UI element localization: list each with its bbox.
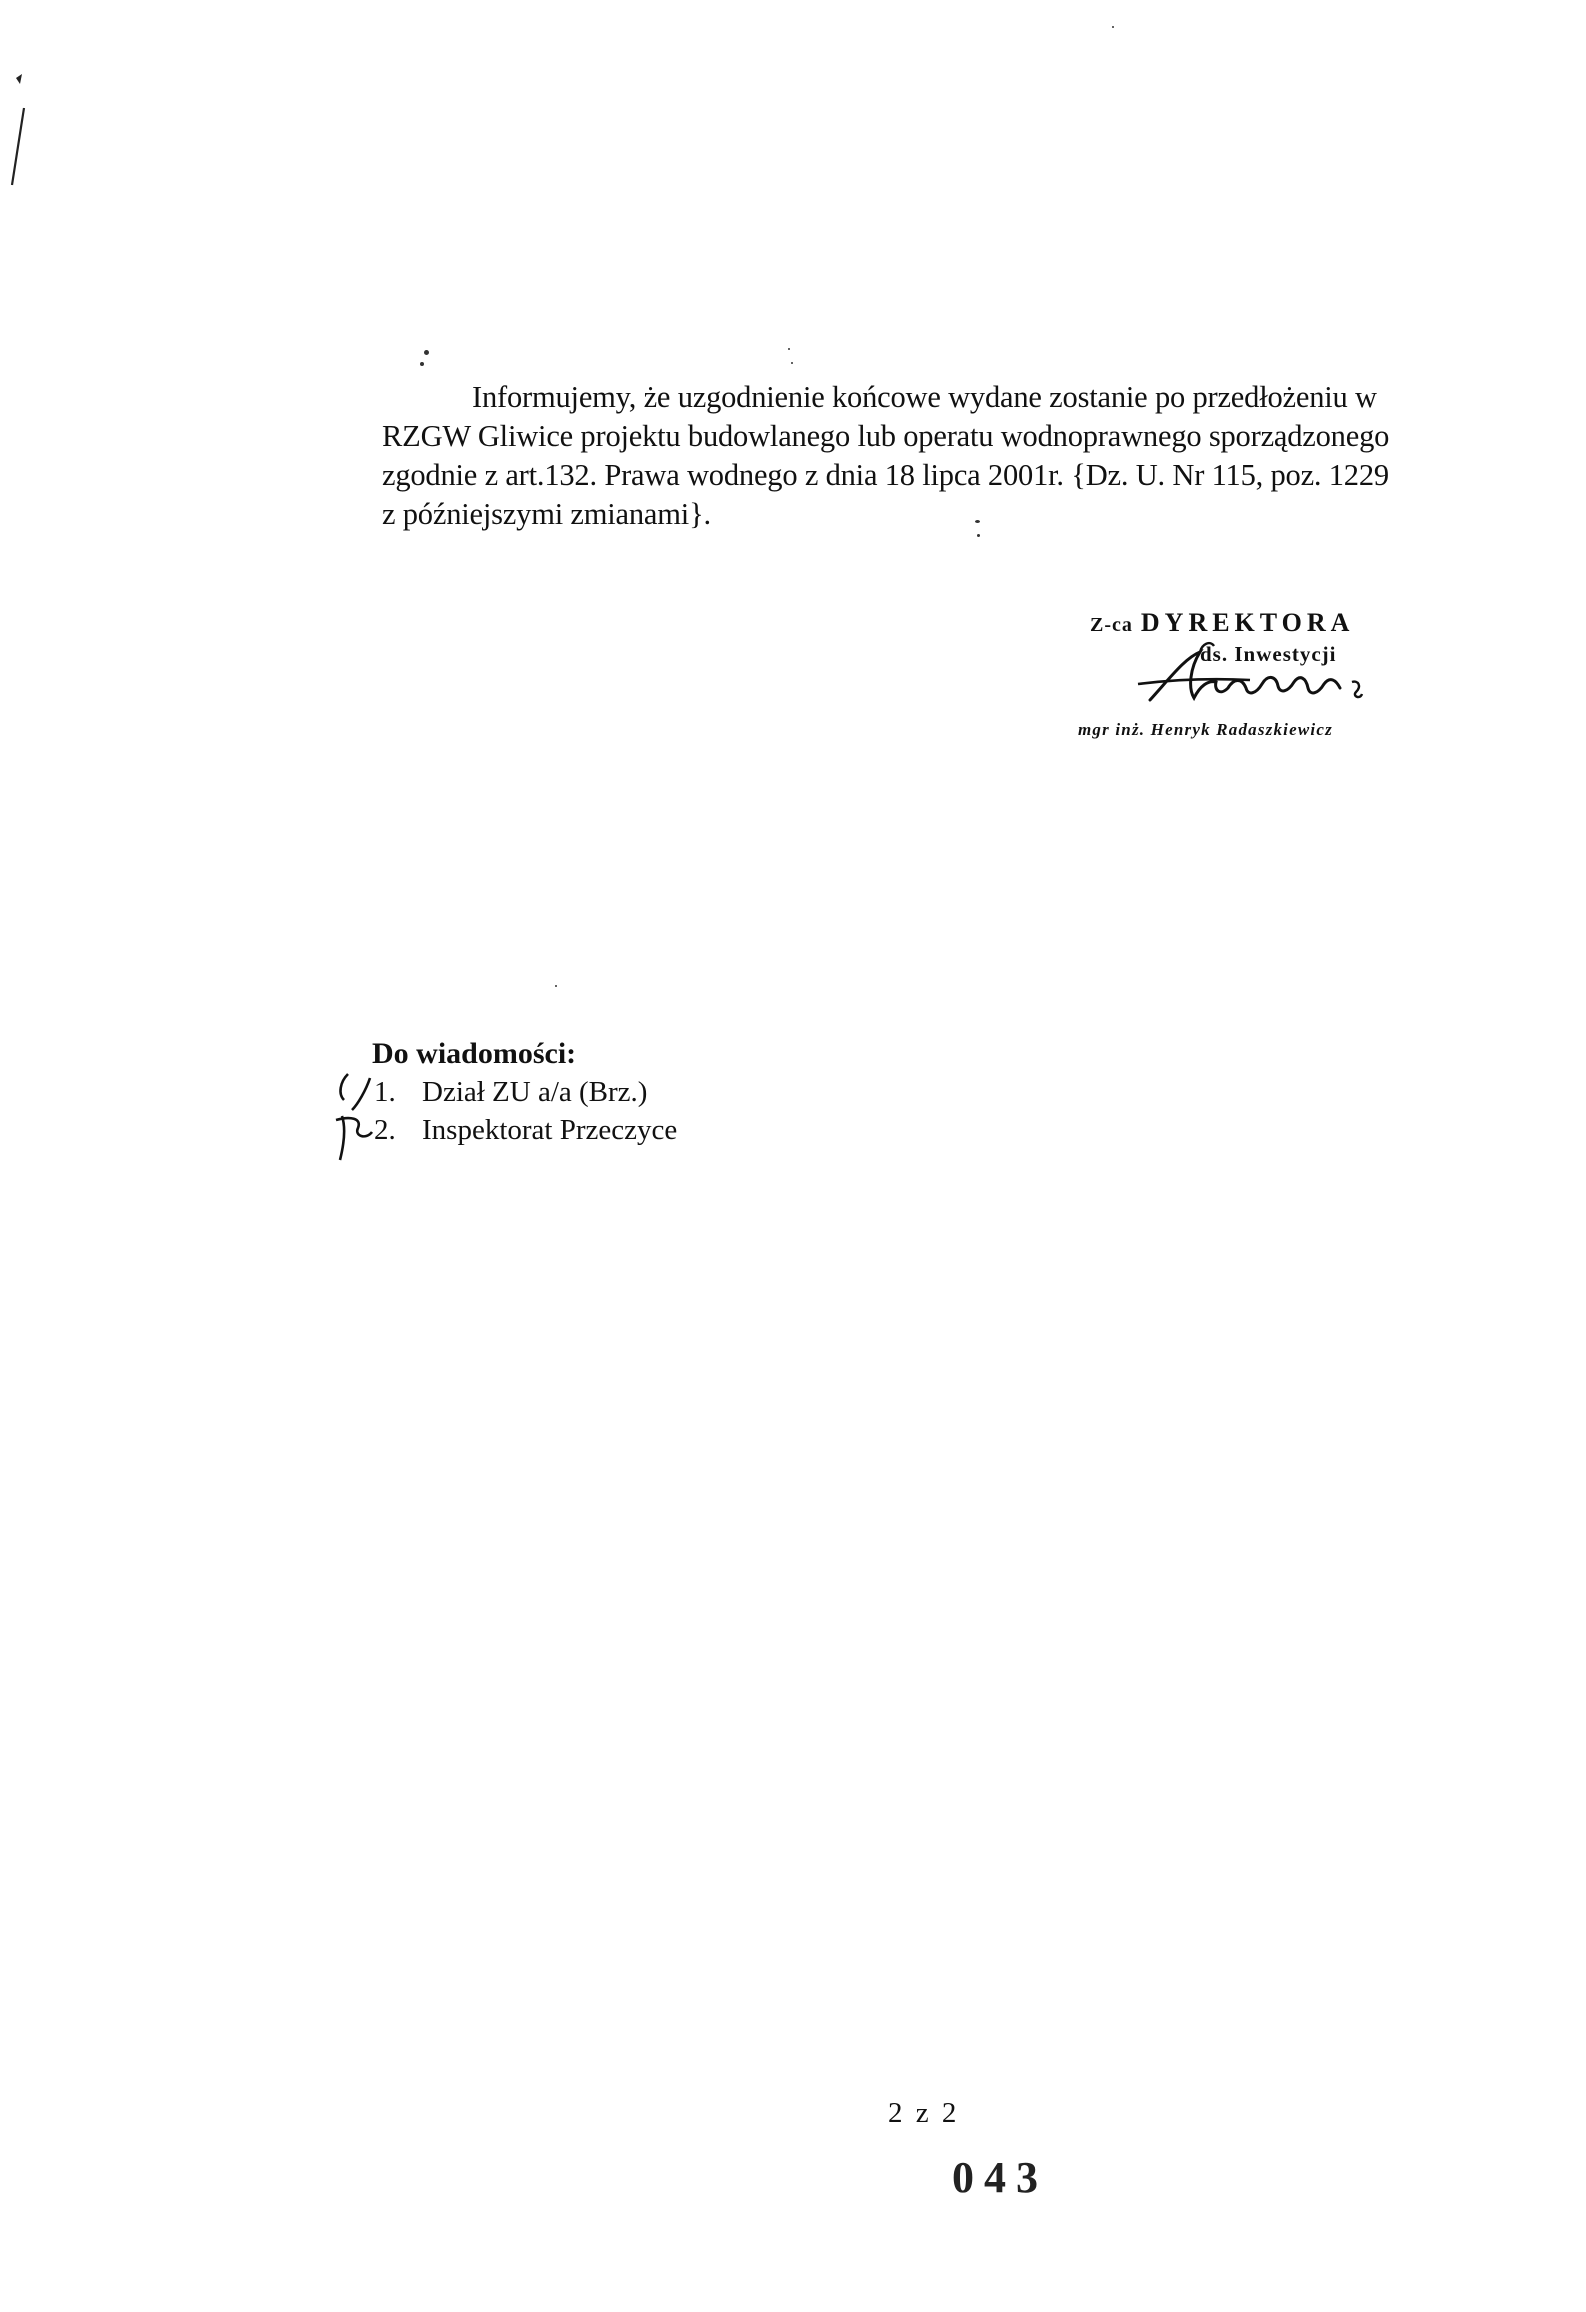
distribution-list bbox=[372, 1073, 972, 1149]
handwritten-checkmark bbox=[332, 1070, 392, 1165]
scan-speck bbox=[788, 348, 790, 350]
stamp-name: mgr inż. Henryk Radaszkiewicz bbox=[1078, 720, 1333, 739]
list-item-number: 1. bbox=[374, 1076, 396, 1108]
scan-edge-mark bbox=[6, 70, 36, 190]
scan-speck bbox=[555, 985, 557, 987]
list-item bbox=[372, 1073, 972, 1111]
signature-stamp bbox=[1078, 608, 1430, 748]
stamp-department: ds. Inwestycji bbox=[1200, 642, 1337, 666]
list-item bbox=[372, 1111, 972, 1149]
distribution-heading: Do wiadomości: bbox=[372, 1037, 577, 1070]
document-number: 043 bbox=[952, 2153, 1048, 2202]
list-item-text: Inspektorat Przeczyce bbox=[422, 1114, 678, 1146]
paragraph-line: zgodnie z art.132. Prawa wodnego z dnia 18 lipca 2001r. {Dz. U. Nr 115, poz. 1229 bbox=[382, 458, 1389, 492]
list-item-text: Dział ZU a/a (Brz.) bbox=[422, 1076, 648, 1108]
distribution-section bbox=[372, 1035, 972, 1149]
paragraph-line: RZGW Gliwice projektu budowlanego lub operatu wodnoprawnego sporządzonego bbox=[382, 419, 1390, 453]
handwritten-signature bbox=[1130, 638, 1370, 713]
scan-speck bbox=[977, 534, 980, 537]
scan-speck bbox=[791, 362, 793, 364]
stamp-title-prefix: Z-ca bbox=[1090, 614, 1133, 636]
stamp-title bbox=[1090, 608, 1354, 638]
letter-paragraph bbox=[382, 378, 1502, 534]
page-number: 2 z 2 bbox=[888, 2097, 960, 2129]
list-item-number: 2. bbox=[374, 1114, 396, 1146]
scan-speck bbox=[1112, 26, 1114, 28]
paragraph-line: z późniejszymi zmianami}. bbox=[382, 497, 711, 531]
stamp-title-text: DYREKTORA bbox=[1140, 608, 1355, 637]
paragraph-line: Informujemy, że uzgodnienie końcowe wydane zostanie po przedłożeniu w bbox=[472, 380, 1377, 414]
scan-speck bbox=[424, 350, 429, 355]
scan-speck bbox=[420, 362, 424, 366]
